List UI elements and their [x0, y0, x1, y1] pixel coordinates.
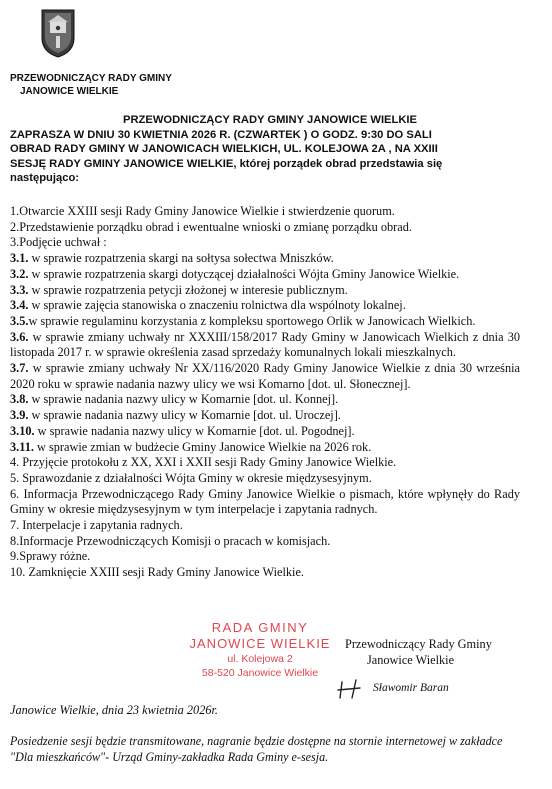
agenda-item-number: 1. [10, 204, 20, 218]
title-line-1: PRZEWODNICZĄCY RADY GMINY JANOWICE WIELKIE [123, 114, 417, 126]
agenda-item-number: 3.8. [10, 392, 29, 407]
signature-mark-icon [336, 678, 362, 700]
agenda-item-text: w sprawie rozpatrzenia skargi na sołtysa sołectwa Mniszków. [28, 251, 334, 266]
agenda-item-text: w sprawie regulaminu korzystania z kompleksu sportowego Orlik w Janowicach Wielkich. [28, 313, 476, 328]
signer-name: Sławomir Baran [373, 682, 449, 694]
agenda-item [10, 471, 520, 487]
agenda-item-number: 3.2. [10, 266, 29, 281]
agenda-list [10, 204, 520, 581]
agenda-item-number: 3.3. [10, 282, 29, 297]
header-line-1: PRZEWODNICZĄCY RADY GMINY [10, 73, 172, 84]
agenda-item [10, 314, 520, 330]
agenda-item-number: 3. [10, 235, 20, 250]
agenda-item [10, 518, 520, 534]
agenda-item-number: 2. [10, 219, 20, 234]
agenda-item-text: w sprawie nadania nazwy ulicy w Komarnie [dot. ul. Pogodnej]. [34, 423, 355, 438]
agenda-item [10, 283, 520, 299]
agenda-item-text: Zamknięcie XXIII sesji Rady Gminy Janowice Wielkie. [25, 565, 304, 580]
agenda-item-number: 5. [10, 470, 20, 485]
agenda-item-number: 8. [10, 533, 20, 548]
agenda-item [10, 298, 520, 314]
title-line-3: OBRAD RADY GMINY W JANOWICACH WIELKICH, UL. KOLEJOWA 2A , NA XXIII [10, 143, 438, 156]
agenda-item-text: w sprawie zajęcia stanowiska o znaczeniu rolnictwa dla wspólnoty lokalnej. [28, 298, 406, 313]
agenda-item-number: 3.6. [10, 329, 29, 344]
agenda-item-text: w sprawie zmiany uchwały Nr XX/116/2020 Rady Gminy Janowice Wielkie z dnia 30 września 2020 roku w sprawie nadania nazwy ulicy we wsi Komarno [dot. ul. Słonecznej]. [10, 361, 520, 391]
agenda-item [10, 408, 520, 424]
agenda-item [10, 455, 520, 471]
agenda-item-text: w sprawie rozpatrzenia skargi dotyczącej działalności Wójta Gminy Janowice Wielkie. [28, 266, 460, 281]
agenda-item-text: Podjęcie uchwał : [19, 235, 107, 250]
agenda-item [10, 235, 520, 251]
agenda-item [10, 549, 520, 565]
agenda-item [10, 204, 520, 220]
agenda-item [10, 440, 520, 456]
council-stamp [160, 620, 360, 680]
agenda-item-text: w sprawie zmian w budżecie Gminy Janowice Wielkie na 2026 rok. [33, 439, 372, 454]
title-line-2: ZAPRASZA W DNIU 30 KWIETNIA 2026 R. (CZWARTEK ) O GODZ. 9:30 DO SALI [10, 128, 432, 141]
agenda-item-text: Sprawy różne. [19, 549, 91, 564]
agenda-item [10, 267, 520, 283]
signer-title: Przewodniczący Rady Gminy [345, 637, 492, 651]
agenda-item-number: 3.11. [10, 439, 34, 454]
agenda-item-text: Informacje Przewodniczących Komisji o pracach w komisjach. [19, 533, 331, 548]
agenda-item [10, 534, 520, 550]
title-line-5: następująco: [10, 172, 80, 185]
agenda-item-number: 3.7. [10, 361, 29, 376]
agenda-item [10, 392, 520, 408]
agenda-item-number: 3.5. [10, 313, 29, 328]
agenda-item [10, 220, 520, 236]
agenda-item-text: Informacja Przewodniczącego Rady Gminy Janowice Wielkie o pismach, które wpłynęły do Rady Gminy w okresie międzysesyjnym w tym interpelacje i zapytania radnych. [10, 486, 520, 517]
agenda-item-text: w sprawie nadania nazwy ulicy w Komarnie [dot. ul. Uroczej]. [28, 408, 341, 423]
agenda-item [10, 487, 520, 518]
stamp-line-4: 58-520 Janowice Wielkie [201, 667, 319, 679]
title-line-4: SESJĘ RADY GMINY JANOWICE WIELKIE, której porządek obrad przedstawia się [10, 157, 443, 170]
stamp-line-3: ul. Kolejowa 2 [227, 653, 293, 665]
agenda-item-number: 6. [10, 486, 20, 501]
agenda-item-number: 7. [10, 518, 20, 533]
stamp-line-1: RADA GMINY [211, 620, 309, 635]
agenda-item-number: 3.9. [10, 408, 29, 423]
header-line-2: JANOWICE WIELKIE [20, 86, 119, 97]
agenda-item-text: Otwarcie XXIII sesji Rady Gminy Janowice Wielkie i stwierdzenie quorum. [19, 204, 395, 218]
agenda-item-text: Przyjęcie protokołu z XX, XXI i XXII sesji Rady Gminy Janowice Wielkie. [19, 455, 397, 470]
agenda-item-text: Sprawozdanie z działalności Wójta Gminy w okresie międzysesyjnym. [19, 470, 372, 485]
agenda-item-number: 3.1. [10, 251, 29, 266]
agenda-item-number: 10. [10, 565, 26, 580]
agenda-item-number: 3.10. [10, 423, 35, 438]
agenda-item-text: w sprawie nadania nazwy ulicy w Komarnie [dot. ul. Konnej]. [28, 392, 339, 407]
agenda-item-number: 3.4. [10, 298, 29, 313]
date-line: Janowice Wielkie, dnia 23 kwietnia 2026r. [10, 703, 218, 717]
agenda-item-number: 9. [10, 549, 20, 564]
signer-municipality: Janowice Wielkie [367, 652, 455, 667]
agenda-item [10, 330, 520, 361]
agenda-item [10, 565, 520, 581]
agenda-item [10, 251, 520, 267]
agenda-item-text: Przedstawienie porządku obrad i ewentualne wnioski o zmianę porządku obrad. [19, 219, 412, 234]
agenda-item [10, 361, 520, 392]
agenda-item-number: 4. [10, 455, 20, 470]
signer-block [345, 637, 525, 668]
coat-of-arms-icon [40, 8, 76, 58]
invitation-title [10, 113, 530, 186]
stamp-line-2: JANOWICE WIELKIE [189, 636, 331, 651]
agenda-item-text: w sprawie zmiany uchwały nr XXXIII/158/2017 Rady Gminy w Janowicach Wielkich z dnia 30 listopada 2017 r. w sprawie określenia zasad sprzedaży komunalnych lokali mieszkalnych. [10, 329, 520, 360]
agenda-item-text: w sprawie rozpatrzenia petycji złożonej w interesie publicznym. [28, 282, 348, 297]
agenda-item-text: Interpelacje i zapytania radnych. [19, 518, 183, 533]
organization-header [10, 72, 172, 98]
agenda-item [10, 424, 520, 440]
transmission-note: Posiedzenie sesji będzie transmitowane, nagranie będzie dostępne na stornie internetowej w zakładce "Dla mieszkańców"- Urząd Gminy-zakładka Rada Gminy e-sesja. [10, 734, 503, 764]
